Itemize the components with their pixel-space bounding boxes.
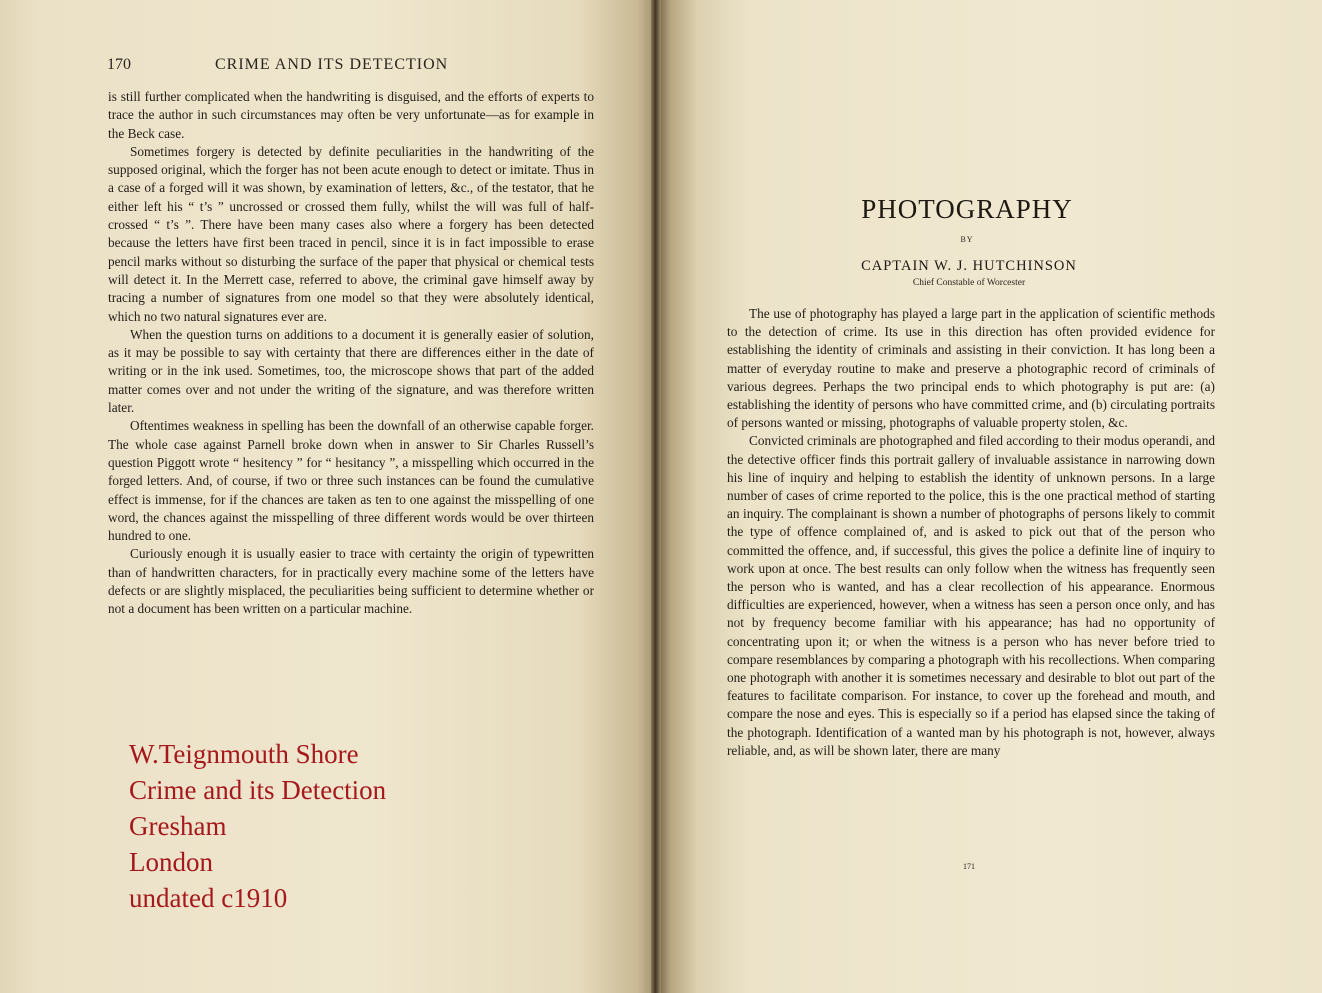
left-page: [0, 0, 657, 993]
left-page-body: [108, 88, 594, 619]
paragraph: Oftentimes weakness in spelling has been the downfall of an otherwise capable forger. The whole case against Parnell broke down when in answer to Sir Charles Russell’s question Piggott wrote “ hesitency ” for “ hesitancy ”, a misspelling which occurred in the forged letters. And, of course, if two or three such instances can be found the cumulative effect is immense, for if the chances are taken as ten to one against the misspelling of one word, the chances against the misspelling of three different words would be over thirteen hundred to one.: [108, 418, 594, 544]
paragraph: Convicted criminals are photographed and filed according to their modus operandi, and the detective officer finds this portrait gallery of invaluable assistance in narrowing down his line of inquiry and helping to establish the identity of unknown persons. In a large number of cases of crime reported to the police, this is the one practical method of starting an inquiry. The complainant is shown a number of photographs of persons likely to commit the type of offence complained of, and is asked to pick out that of the person who committed the offence, and, if successful, this gives the police a definite line of inquiry to work upon at once. The best results can only follow when the witness has frequently seen the person who is wanted, and has a clear recollection of his appearance. Enormous difficulties are experienced, however, when a witness has seen a person once only, and has not by frequency become familiar with his appearance; has had no opportunity of concentrating upon it; or when the witness is a person who has never before tried to compare resemblances by comparing a photograph with his recollections. When comparing one photograph with another it is sometimes necessary and desirable to blot out part of the features to facilitate comparison. For instance, to cover up the forehead and mouth, and compare the nose and eyes. This is especially so if a period has elapsed since the taking of the photograph. Identification of a wanted man by his photograph is not, however, always reliable, and, as will be shown later, there are many: [727, 433, 1215, 758]
chapter-author: CAPTAIN W. J. HUTCHINSON: [861, 258, 1077, 274]
right-page: [657, 0, 1322, 993]
paragraph: Curiously enough it is usually easier to trace with certainty the origin of typewritten than of handwritten characters, for in practically every machine some of the letters have defects or are slightly misplaced, the peculiarities being sufficient to determine whether or not a document has been written on a particular machine.: [108, 546, 594, 617]
overlay-title: Crime and its Detection: [129, 775, 387, 805]
paragraph: The use of photography has played a large part in the application of scientific methods to the detection of crime. Its use in this direction has often provided evidence for establishing the identity of criminals and assisting in their conviction. It has long been a matter of everyday routine to make and preserve a photographic record of criminals of various degrees. Perhaps the two principal ends to which photography is put are: (a) establishing the identity of persons who have committed crime, and (b) circulating portraits of persons wanted or missing, photographs of valuable property stolen, &c.: [727, 306, 1215, 431]
overlay-publisher: Gresham: [129, 811, 227, 841]
book-gutter: [651, 0, 661, 993]
right-page-number: 171: [963, 862, 975, 871]
overlay-place: London: [129, 847, 213, 877]
running-head-title: CRIME AND ITS DETECTION: [215, 56, 449, 73]
paragraph: When the question turns on additions to a document it is generally easier of solution, as it may be possible to say with certainty that there are differences either in the date of writing or in the ink used. Sometimes, too, the microscope shows that part of the added matter comes over and not under the writing of the signature, and was therefore written later.: [108, 326, 594, 416]
author-role: Chief Constable of Worcester: [912, 278, 1026, 288]
paragraph: Sometimes forgery is detected by definite peculiarities in the handwriting of the supposed original, which the forger has not been acute enough to detect or imitate. Thus in a case of a forged will it was shown, by examination of letters, &c., of the testator, that he either left his “ t’s ” uncrossed or crossed them fully, whilst the will was full of half-crossed “ t’s ”. There have been many cases also where a forgery has been detected because the letters have first been traced in pencil, since it is in fact impossible to erase pencil marks without so disturbing the surface of the paper that physical or chemical tests will detect it. In the Merrett case, referred to above, the criminal gave himself away by tracing a number of signatures from one model so that they were absolutely identical, which no two natural signatures ever are.: [108, 143, 594, 324]
chapter-title: PHOTOGRAPHY: [861, 194, 1073, 224]
running-head: [107, 56, 597, 78]
paragraph: is still further complicated when the handwriting is disguised, and the efforts of experts to trace the author in such circumstances may often be very unfortunate—as for example in the Beck case.: [108, 89, 594, 141]
left-page-number: 170: [107, 56, 131, 73]
citation-overlay: [129, 736, 386, 916]
overlay-author: W.Teignmouth Shore: [129, 739, 359, 769]
by-line: BY: [960, 235, 974, 244]
overlay-date: undated c1910: [129, 883, 288, 913]
right-page-body: [727, 305, 1215, 760]
